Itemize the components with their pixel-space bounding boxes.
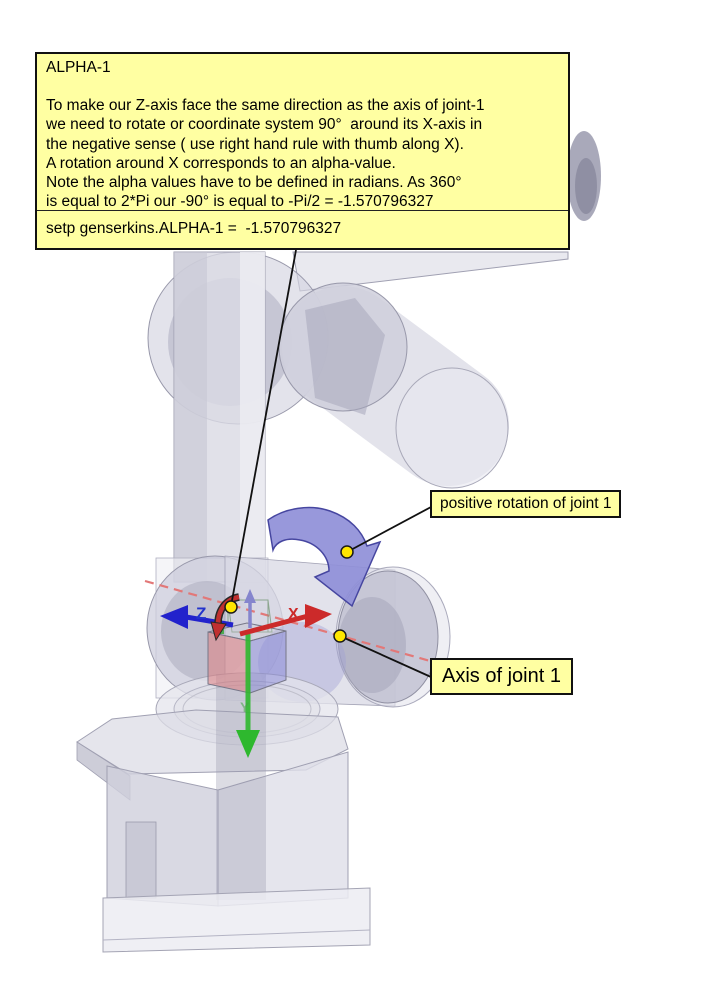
y-axis-label: Y <box>240 699 250 715</box>
x-axis-label: X <box>288 606 299 623</box>
shoulder-cylinder-front-farcap <box>396 368 508 488</box>
base-bracket <box>126 822 156 898</box>
column-shade <box>174 252 207 582</box>
alpha-note-command: setp genserkins.ALPHA-1 = -1.570796327 <box>46 220 342 237</box>
alpha-note-line: we need to rotate or coordinate system 90° around its X-axis in <box>46 116 483 134</box>
alpha-note-line: A rotation around X corresponds to an alpha-value. <box>46 154 396 172</box>
callout-axis-of-joint: Axis of joint 1 <box>430 658 573 695</box>
alpha-note-title: ALPHA-1 <box>46 59 111 76</box>
alpha-note-line: Note the alpha values have to be defined in radians. As 360° <box>46 174 462 192</box>
joint1-cylinder-cap-shadow <box>338 597 406 693</box>
callout-positive-rotation: positive rotation of joint 1 <box>430 490 621 518</box>
alpha-note-divider <box>37 210 568 211</box>
origin-cube-red-face <box>208 632 250 693</box>
alpha-note-box <box>35 52 570 250</box>
alpha-note-line: is equal to 2*Pi our -90° is equal to -Pi/2 = -1.570796327 <box>46 193 434 211</box>
base-pedestal-left-face <box>107 766 218 906</box>
alpha-note-body <box>46 96 485 212</box>
leader-positive-rotation <box>347 507 431 552</box>
origin-marker-dot <box>225 601 237 613</box>
axis-marker-dot <box>334 630 346 642</box>
z-axis-label: Z <box>196 604 207 623</box>
alpha-note-line: the negative sense ( use right hand rule with thumb along X). <box>46 135 464 153</box>
base-bottom-plate <box>103 888 370 952</box>
rotation-marker-dot <box>341 546 353 558</box>
upper-arm-motor-blob-core <box>575 158 597 214</box>
alpha-note-line: To make our Z-axis face the same direction as the axis of joint-1 <box>46 97 485 114</box>
